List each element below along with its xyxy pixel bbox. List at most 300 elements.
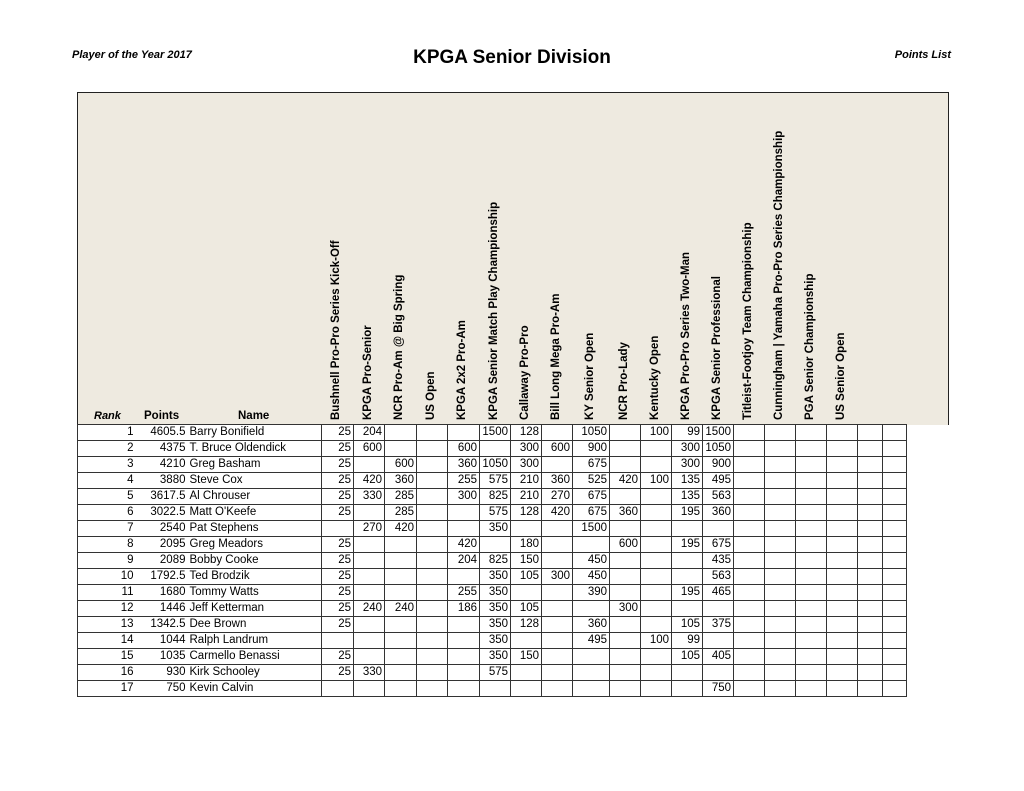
- score-cell: [827, 473, 858, 489]
- rank-cell: 3: [78, 457, 136, 473]
- score-cell: [734, 601, 765, 617]
- score-cell: [703, 665, 734, 681]
- name-cell: Al Chrouser: [188, 489, 322, 505]
- points-cell: 2089: [136, 553, 188, 569]
- score-cell: [796, 425, 827, 441]
- score-cell: [480, 681, 511, 697]
- header-left-label: Player of the Year 2017: [72, 49, 192, 61]
- name-cell: Barry Bonifield: [188, 425, 322, 441]
- score-cell: 150: [511, 649, 542, 665]
- score-cell: 600: [354, 441, 385, 457]
- score-cell: 675: [573, 457, 610, 473]
- score-cell: 128: [511, 617, 542, 633]
- score-cell: 99: [672, 425, 703, 441]
- score-cell: 1050: [573, 425, 610, 441]
- score-cell: [322, 521, 354, 537]
- score-cell: [417, 681, 448, 697]
- score-cell: 360: [385, 473, 417, 489]
- score-cell: 350: [480, 601, 511, 617]
- score-cell: [858, 505, 883, 521]
- rank-cell: 9: [78, 553, 136, 569]
- table-row: [78, 601, 907, 617]
- score-cell: 240: [385, 601, 417, 617]
- points-cell: 750: [136, 681, 188, 697]
- event-column-title: Kentucky Open: [648, 335, 661, 420]
- score-cell: [858, 521, 883, 537]
- score-cell: [883, 665, 907, 681]
- score-cell: [883, 473, 907, 489]
- table-row: [78, 617, 907, 633]
- score-cell: 900: [573, 441, 610, 457]
- score-cell: [641, 457, 672, 473]
- score-cell: 300: [672, 441, 703, 457]
- score-cell: [883, 553, 907, 569]
- score-cell: [827, 585, 858, 601]
- name-cell: Ted Brodzik: [188, 569, 322, 585]
- score-cell: [641, 553, 672, 569]
- score-cell: [542, 537, 573, 553]
- score-cell: 495: [573, 633, 610, 649]
- score-cell: [354, 681, 385, 697]
- score-cell: 25: [322, 457, 354, 473]
- score-cell: [354, 537, 385, 553]
- score-cell: [765, 633, 796, 649]
- score-cell: [883, 569, 907, 585]
- score-cell: [641, 441, 672, 457]
- score-cell: [417, 425, 448, 441]
- score-cell: [417, 505, 448, 521]
- score-cell: 405: [703, 649, 734, 665]
- score-cell: [858, 569, 883, 585]
- score-cell: [448, 505, 480, 521]
- event-column-title: KPGA Pro-Senior: [361, 325, 374, 420]
- score-cell: 25: [322, 425, 354, 441]
- score-cell: [858, 649, 883, 665]
- score-cell: [417, 649, 448, 665]
- score-cell: 240: [354, 601, 385, 617]
- event-column-title: Cunningham | Yamaha Pro-Pro Series Championship: [772, 130, 785, 420]
- score-cell: 350: [480, 521, 511, 537]
- score-cell: [765, 489, 796, 505]
- points-cell: 2540: [136, 521, 188, 537]
- score-cell: 128: [511, 425, 542, 441]
- score-cell: [858, 633, 883, 649]
- score-cell: 105: [672, 617, 703, 633]
- score-cell: [448, 569, 480, 585]
- score-cell: [858, 681, 883, 697]
- score-cell: 600: [448, 441, 480, 457]
- table-row: [78, 649, 907, 665]
- score-cell: [858, 585, 883, 601]
- event-column-title: US Open: [424, 371, 437, 420]
- score-cell: 204: [448, 553, 480, 569]
- name-header: Name: [238, 410, 270, 422]
- name-cell: Dee Brown: [188, 617, 322, 633]
- score-cell: [796, 601, 827, 617]
- score-cell: [703, 601, 734, 617]
- score-cell: [827, 681, 858, 697]
- score-cell: [858, 441, 883, 457]
- score-cell: 25: [322, 441, 354, 457]
- score-cell: 25: [322, 537, 354, 553]
- score-cell: [417, 537, 448, 553]
- score-cell: [796, 553, 827, 569]
- score-cell: 330: [354, 489, 385, 505]
- score-cell: [827, 505, 858, 521]
- name-cell: Tommy Watts: [188, 585, 322, 601]
- score-cell: [672, 681, 703, 697]
- score-cell: 25: [322, 569, 354, 585]
- score-cell: [827, 521, 858, 537]
- score-cell: [610, 681, 641, 697]
- score-cell: 25: [322, 617, 354, 633]
- score-cell: [883, 633, 907, 649]
- score-cell: 450: [573, 553, 610, 569]
- score-cell: [796, 665, 827, 681]
- score-cell: [796, 569, 827, 585]
- score-cell: [796, 457, 827, 473]
- score-cell: 25: [322, 473, 354, 489]
- event-column-title: KPGA Senior Match Play Championship: [487, 201, 500, 420]
- score-cell: [827, 665, 858, 681]
- score-cell: [511, 633, 542, 649]
- score-cell: [883, 585, 907, 601]
- rank-cell: 6: [78, 505, 136, 521]
- score-cell: [542, 649, 573, 665]
- score-cell: [796, 521, 827, 537]
- score-cell: [796, 441, 827, 457]
- table-row: [78, 489, 907, 505]
- score-cell: [480, 441, 511, 457]
- score-cell: [542, 633, 573, 649]
- score-cell: [385, 425, 417, 441]
- score-cell: [734, 617, 765, 633]
- score-cell: [542, 665, 573, 681]
- score-cell: 350: [480, 585, 511, 601]
- score-cell: [796, 649, 827, 665]
- score-cell: 180: [511, 537, 542, 553]
- rank-cell: 4: [78, 473, 136, 489]
- score-cell: [672, 521, 703, 537]
- score-cell: [354, 649, 385, 665]
- rank-cell: 16: [78, 665, 136, 681]
- score-cell: 350: [480, 633, 511, 649]
- score-cell: [385, 537, 417, 553]
- score-cell: 420: [385, 521, 417, 537]
- score-cell: [641, 489, 672, 505]
- score-cell: [883, 505, 907, 521]
- table-row: [78, 633, 907, 649]
- score-cell: [883, 489, 907, 505]
- score-cell: 300: [448, 489, 480, 505]
- score-cell: [542, 425, 573, 441]
- score-cell: [827, 537, 858, 553]
- rank-cell: 1: [78, 425, 136, 441]
- score-cell: 1050: [703, 441, 734, 457]
- score-cell: [417, 665, 448, 681]
- table-row: [78, 521, 907, 537]
- score-cell: [448, 617, 480, 633]
- score-cell: 350: [480, 569, 511, 585]
- score-cell: [641, 601, 672, 617]
- score-cell: 204: [354, 425, 385, 441]
- score-cell: [765, 425, 796, 441]
- score-cell: [734, 521, 765, 537]
- score-cell: 285: [385, 489, 417, 505]
- score-cell: [610, 617, 641, 633]
- score-cell: [417, 569, 448, 585]
- score-cell: 300: [610, 601, 641, 617]
- score-cell: [734, 569, 765, 585]
- score-cell: 450: [573, 569, 610, 585]
- name-cell: Carmello Benassi: [188, 649, 322, 665]
- table-row: [78, 665, 907, 681]
- score-cell: [385, 585, 417, 601]
- score-cell: 435: [703, 553, 734, 569]
- score-cell: [417, 585, 448, 601]
- score-cell: [883, 425, 907, 441]
- score-cell: 25: [322, 665, 354, 681]
- table-row: [78, 553, 907, 569]
- score-cell: 100: [641, 633, 672, 649]
- score-cell: 1500: [573, 521, 610, 537]
- score-cell: [610, 633, 641, 649]
- score-cell: [610, 457, 641, 473]
- score-cell: [734, 633, 765, 649]
- score-cell: [385, 649, 417, 665]
- score-cell: [417, 457, 448, 473]
- points-table: [77, 424, 907, 697]
- points-cell: 4210: [136, 457, 188, 473]
- score-cell: [734, 537, 765, 553]
- score-cell: [796, 505, 827, 521]
- score-cell: [322, 633, 354, 649]
- score-cell: 675: [573, 489, 610, 505]
- event-column-title: Bushnell Pro-Pro Series Kick-Off: [330, 240, 342, 420]
- rank-cell: 2: [78, 441, 136, 457]
- score-cell: 575: [480, 505, 511, 521]
- table-row: [78, 473, 907, 489]
- score-cell: [765, 553, 796, 569]
- event-column-title: NCR Pro-Am @ Big Spring: [393, 274, 405, 420]
- event-column-title: KPGA Senior Professional: [710, 276, 723, 420]
- score-cell: [858, 425, 883, 441]
- score-cell: [883, 601, 907, 617]
- score-cell: [641, 537, 672, 553]
- score-cell: [796, 617, 827, 633]
- points-cell: 3617.5: [136, 489, 188, 505]
- score-cell: 128: [511, 505, 542, 521]
- score-cell: 563: [703, 489, 734, 505]
- score-cell: 1050: [480, 457, 511, 473]
- score-cell: 25: [322, 489, 354, 505]
- score-cell: [322, 681, 354, 697]
- score-cell: [448, 681, 480, 697]
- score-cell: [796, 681, 827, 697]
- score-cell: [796, 489, 827, 505]
- score-cell: [417, 601, 448, 617]
- score-cell: [734, 457, 765, 473]
- score-cell: 100: [641, 425, 672, 441]
- score-cell: [448, 521, 480, 537]
- score-cell: [610, 521, 641, 537]
- points-cell: 930: [136, 665, 188, 681]
- score-cell: [765, 521, 796, 537]
- score-cell: [765, 617, 796, 633]
- event-column-title: KPGA 2x2 Pro-Am: [456, 320, 468, 420]
- score-cell: [827, 617, 858, 633]
- score-cell: [417, 473, 448, 489]
- score-cell: 25: [322, 505, 354, 521]
- rank-header: Rank: [94, 410, 121, 422]
- name-cell: Jeff Ketterman: [188, 601, 322, 617]
- score-cell: [883, 537, 907, 553]
- score-cell: 99: [672, 633, 703, 649]
- score-cell: [858, 537, 883, 553]
- score-cell: [511, 665, 542, 681]
- name-cell: Greg Basham: [188, 457, 322, 473]
- score-cell: [354, 553, 385, 569]
- score-cell: 360: [573, 617, 610, 633]
- score-cell: [765, 505, 796, 521]
- score-cell: 100: [641, 473, 672, 489]
- score-cell: 105: [511, 569, 542, 585]
- score-cell: [672, 665, 703, 681]
- score-cell: [385, 681, 417, 697]
- score-cell: [573, 537, 610, 553]
- score-cell: 300: [511, 457, 542, 473]
- score-cell: [573, 601, 610, 617]
- score-cell: 420: [354, 473, 385, 489]
- score-cell: 420: [610, 473, 641, 489]
- score-cell: [448, 425, 480, 441]
- score-cell: 420: [448, 537, 480, 553]
- score-cell: [641, 569, 672, 585]
- score-cell: [417, 521, 448, 537]
- points-cell: 3022.5: [136, 505, 188, 521]
- event-column-title: Bill Long Mega Pro-Am: [549, 293, 562, 420]
- score-cell: [734, 473, 765, 489]
- score-cell: [827, 489, 858, 505]
- score-cell: [511, 585, 542, 601]
- score-cell: [385, 553, 417, 569]
- table-row: [78, 457, 907, 473]
- score-cell: [610, 665, 641, 681]
- score-cell: 360: [542, 473, 573, 489]
- score-cell: [641, 505, 672, 521]
- score-cell: 25: [322, 601, 354, 617]
- score-cell: 825: [480, 489, 511, 505]
- score-cell: [858, 553, 883, 569]
- score-cell: [765, 681, 796, 697]
- score-cell: [641, 585, 672, 601]
- score-cell: 25: [322, 553, 354, 569]
- score-cell: [641, 681, 672, 697]
- score-cell: [417, 553, 448, 569]
- points-cell: 4605.5: [136, 425, 188, 441]
- score-cell: [354, 569, 385, 585]
- score-cell: [883, 649, 907, 665]
- score-cell: 186: [448, 601, 480, 617]
- score-cell: 195: [672, 537, 703, 553]
- points-cell: 1680: [136, 585, 188, 601]
- score-cell: [858, 665, 883, 681]
- score-cell: [883, 457, 907, 473]
- score-cell: 375: [703, 617, 734, 633]
- score-cell: [827, 425, 858, 441]
- score-cell: [734, 489, 765, 505]
- score-cell: [385, 665, 417, 681]
- score-cell: 390: [573, 585, 610, 601]
- score-cell: 1500: [480, 425, 511, 441]
- score-cell: [542, 617, 573, 633]
- score-cell: [610, 425, 641, 441]
- score-cell: 25: [322, 585, 354, 601]
- score-cell: [417, 441, 448, 457]
- score-cell: [480, 537, 511, 553]
- score-cell: [354, 457, 385, 473]
- score-cell: [511, 521, 542, 537]
- score-cell: 360: [610, 505, 641, 521]
- table-row: [78, 425, 907, 441]
- score-cell: 25: [322, 649, 354, 665]
- score-cell: [827, 441, 858, 457]
- score-cell: 270: [542, 489, 573, 505]
- score-cell: [610, 441, 641, 457]
- header-right-label: Points List: [894, 49, 951, 61]
- name-cell: Matt O'Keefe: [188, 505, 322, 521]
- score-cell: 285: [385, 505, 417, 521]
- score-cell: [573, 665, 610, 681]
- points-cell: 3880: [136, 473, 188, 489]
- score-cell: [641, 617, 672, 633]
- score-cell: 255: [448, 585, 480, 601]
- score-cell: 210: [511, 489, 542, 505]
- score-cell: [542, 585, 573, 601]
- column-header-band: [77, 92, 949, 425]
- rank-cell: 14: [78, 633, 136, 649]
- score-cell: [542, 521, 573, 537]
- rank-cell: 11: [78, 585, 136, 601]
- name-cell: T. Bruce Oldendick: [188, 441, 322, 457]
- event-column-title: Titleist-Footjoy Team Championship: [741, 222, 754, 420]
- score-cell: [385, 617, 417, 633]
- score-cell: 105: [672, 649, 703, 665]
- score-cell: [448, 649, 480, 665]
- event-column-title: PGA Senior Championship: [803, 273, 816, 420]
- rank-cell: 5: [78, 489, 136, 505]
- table-row: [78, 681, 907, 697]
- score-cell: [734, 665, 765, 681]
- points-header: Points: [144, 410, 180, 422]
- score-cell: 825: [480, 553, 511, 569]
- score-cell: [883, 521, 907, 537]
- score-cell: 600: [610, 537, 641, 553]
- score-cell: [827, 649, 858, 665]
- score-cell: [672, 553, 703, 569]
- score-cell: [448, 665, 480, 681]
- score-cell: 105: [511, 601, 542, 617]
- score-cell: [827, 457, 858, 473]
- score-cell: [883, 617, 907, 633]
- rank-cell: 8: [78, 537, 136, 553]
- score-cell: [448, 633, 480, 649]
- name-cell: Kevin Calvin: [188, 681, 322, 697]
- score-cell: [827, 633, 858, 649]
- table-row: [78, 569, 907, 585]
- rank-cell: 10: [78, 569, 136, 585]
- score-cell: 255: [448, 473, 480, 489]
